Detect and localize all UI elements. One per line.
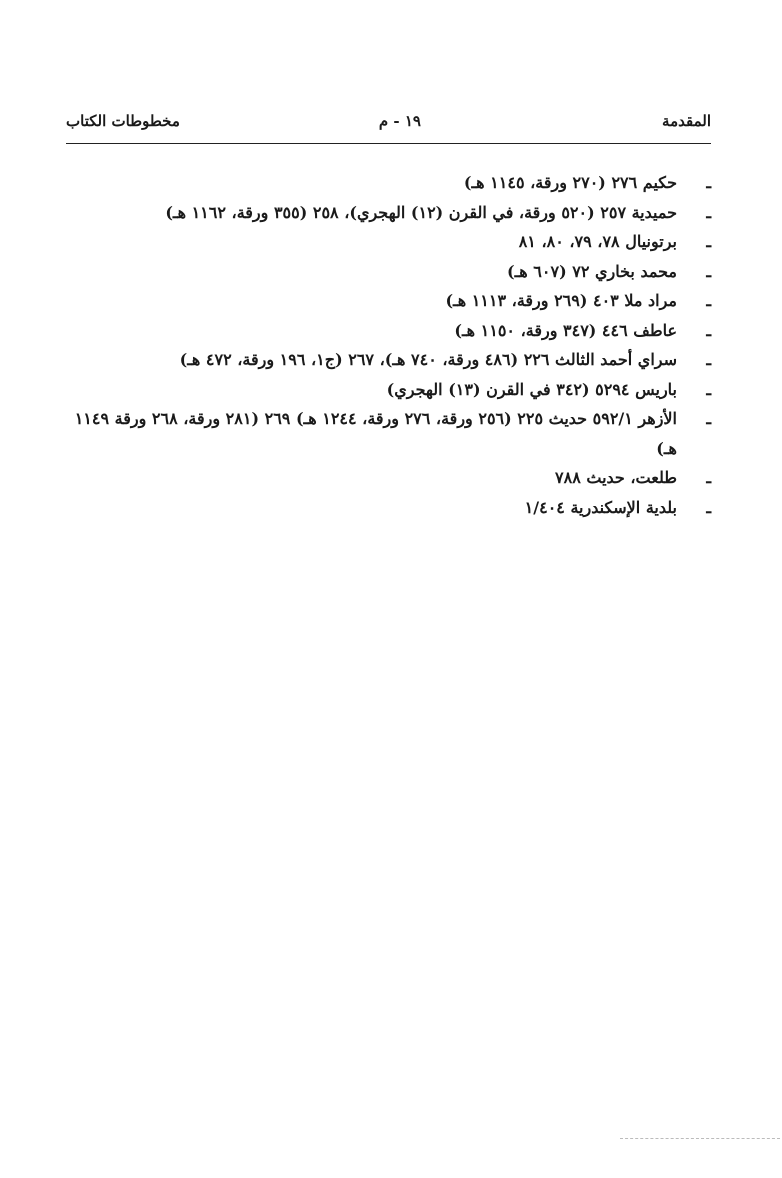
list-item [66, 493, 711, 523]
section-title: المقدمة [662, 112, 711, 130]
list-item [66, 257, 711, 287]
list-item-text: سراي أحمد الثالث ٢٢٦ (٤٨٦ ورقة، ٧٤٠ هـ)، ٢٦٧ (ج١، ١٩٦ ورقة، ٤٧٢ هـ) [179, 350, 677, 369]
manuscript-list [66, 168, 711, 522]
list-dash: ـ [706, 468, 711, 487]
list-dash: ـ [706, 379, 711, 399]
list-item [66, 286, 711, 316]
list-item-text: برتونيال ٧٨، ٧٩، ٨٠، ٨١ [518, 232, 677, 251]
list-dash: ـ [706, 291, 711, 310]
list-dash: ـ [706, 173, 711, 192]
list-item [66, 316, 711, 346]
list-item [66, 168, 711, 198]
list-dash: ـ [706, 261, 711, 281]
header-rule [66, 143, 711, 144]
page-header [66, 108, 711, 142]
list-item-text: الأزهر ٥٩٢/١ حديث ٢٢٥ (٢٥٦ ورقة، ٢٧٦ ورقة، ١٢٤٤ هـ) ٢٦٩ (٢٨١ ورقة، ٢٦٨ ورقة ١١٤٩ هـ) [74, 409, 677, 458]
list-dash: ـ [706, 232, 711, 251]
list-item-text: باريس ٥٢٩٤ (٣٤٢ في القرن (١٣) الهجري) [386, 379, 677, 399]
list-dash: ـ [706, 497, 711, 517]
list-item [66, 345, 711, 375]
list-dash: ـ [706, 320, 711, 340]
footer-divider [620, 1138, 780, 1139]
list-item [66, 375, 711, 405]
list-item [66, 404, 711, 463]
list-item-text: حميدية ٢٥٧ (٥٢٠ ورقة، في القرن (١٢) الهجري)، ٢٥٨ (٣٥٥ ورقة، ١١٦٢ هـ) [165, 202, 677, 222]
list-item-text: عاطف ٤٤٦ (٣٤٧ ورقة، ١١٥٠ هـ) [454, 320, 677, 340]
list-dash: ـ [706, 409, 711, 428]
list-item-text: محمد بخاري ٧٢ (٦٠٧ هـ) [507, 261, 677, 281]
list-dash: ـ [706, 202, 711, 222]
list-item-text: طلعت، حديث ٧٨٨ [555, 468, 677, 487]
page-number: ١٩ - م [378, 112, 421, 130]
list-item [66, 227, 711, 257]
list-item-text: حكيم ٢٧٦ (٢٧٠ ورقة، ١١٤٥ هـ) [463, 173, 677, 192]
list-item-text: مراد ملا ٤٠٣ (٢٦٩ ورقة، ١١١٣ هـ) [445, 291, 677, 310]
list-item [66, 463, 711, 493]
running-title: مخطوطات الكتاب [66, 112, 180, 130]
list-item-text: بلدية الإسكندرية ١/٤٠٤ [524, 497, 677, 517]
list-dash: ـ [706, 350, 711, 369]
list-item [66, 198, 711, 228]
